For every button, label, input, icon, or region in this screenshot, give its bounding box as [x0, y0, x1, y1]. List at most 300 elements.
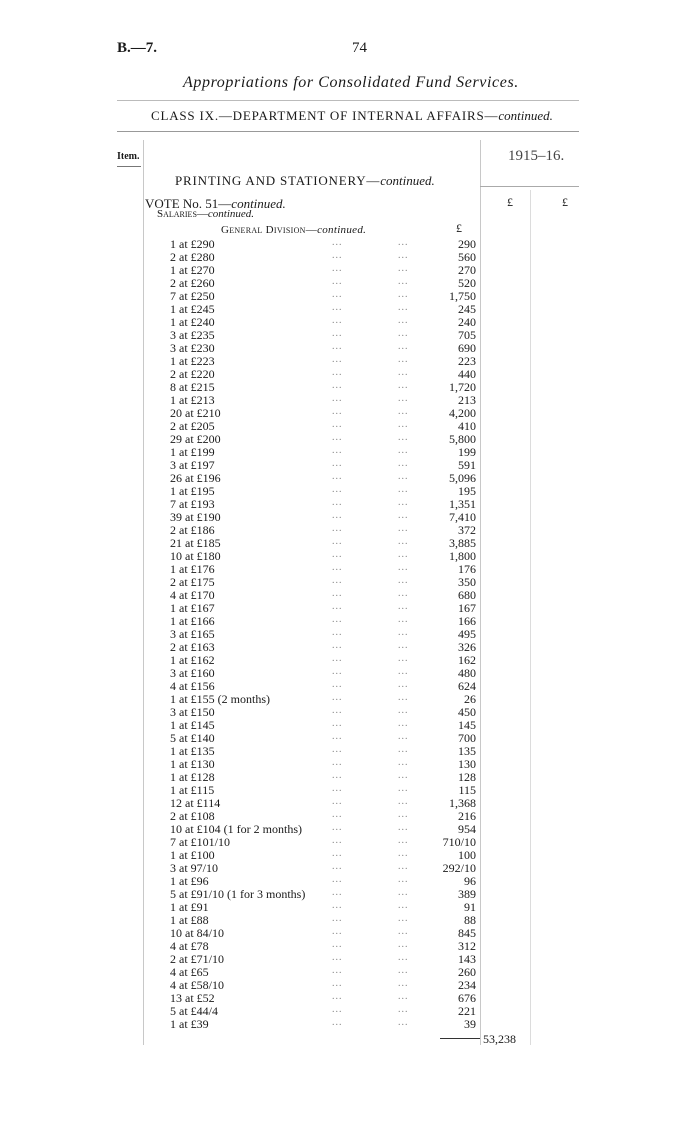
leader-dots: ...	[332, 770, 343, 781]
leader-dots: ...	[398, 653, 409, 664]
table-row	[170, 264, 476, 277]
leader-dots: ...	[332, 315, 343, 326]
leader-dots: ...	[332, 367, 343, 378]
row-amount: 4,200	[449, 406, 476, 420]
leader-dots: ...	[398, 445, 409, 456]
row-description: 1 at £39	[170, 1017, 209, 1031]
row-description: 1 at £223	[170, 354, 215, 368]
row-amount: 450	[458, 705, 476, 719]
row-description: 3 at £160	[170, 666, 215, 680]
row-description: 1 at £176	[170, 562, 215, 576]
leader-dots: ...	[398, 965, 409, 976]
leader-dots: ...	[332, 796, 343, 807]
leader-dots: ...	[398, 718, 409, 729]
leader-dots: ...	[398, 939, 409, 950]
leader-dots: ...	[332, 406, 343, 417]
leader-dots: ...	[398, 757, 409, 768]
leader-dots: ...	[398, 796, 409, 807]
leader-dots: ...	[398, 536, 409, 547]
row-amount: 5,096	[449, 471, 476, 485]
row-amount: 350	[458, 575, 476, 589]
leader-dots: ...	[332, 757, 343, 768]
table-row	[170, 758, 476, 771]
leader-dots: ...	[398, 419, 409, 430]
leader-dots: ...	[398, 263, 409, 274]
leader-dots: ...	[332, 328, 343, 339]
row-amount: 710/10	[442, 835, 476, 849]
leader-dots: ...	[332, 588, 343, 599]
row-amount: 292/10	[442, 861, 476, 875]
leader-dots: ...	[398, 913, 409, 924]
leader-dots: ...	[398, 1017, 409, 1028]
leader-dots: ...	[398, 575, 409, 586]
row-amount: 1,368	[449, 796, 476, 810]
row-description: 1 at £130	[170, 757, 215, 771]
leader-dots: ...	[332, 497, 343, 508]
leader-dots: ...	[398, 237, 409, 248]
leader-dots: ...	[398, 380, 409, 391]
leader-dots: ...	[398, 601, 409, 612]
leader-dots: ...	[398, 250, 409, 261]
table-row	[170, 628, 476, 641]
leader-dots: ...	[332, 874, 343, 885]
row-description: 1 at £195	[170, 484, 215, 498]
leader-dots: ...	[332, 848, 343, 859]
leader-dots: ...	[332, 419, 343, 430]
row-description: 3 at £150	[170, 705, 215, 719]
leader-dots: ...	[398, 848, 409, 859]
leader-dots: ...	[332, 523, 343, 534]
leader-dots: ...	[398, 744, 409, 755]
total-currency-symbol: £	[562, 195, 568, 209]
leader-dots: ...	[398, 289, 409, 300]
row-amount: 290	[458, 237, 476, 251]
leader-dots: ...	[398, 822, 409, 833]
row-description: 1 at £91	[170, 900, 209, 914]
subtotal-column-divider	[530, 190, 531, 1045]
row-amount: 234	[458, 978, 476, 992]
sum-rule	[440, 1038, 480, 1039]
row-amount: 91	[464, 900, 476, 914]
row-description: 29 at £200	[170, 432, 221, 446]
row-description: 12 at £114	[170, 796, 221, 810]
leader-dots: ...	[332, 640, 343, 651]
row-amount: 143	[458, 952, 476, 966]
salaries-heading-continued: continued.	[207, 208, 255, 220]
leader-dots: ...	[398, 393, 409, 404]
leader-dots: ...	[332, 822, 343, 833]
leader-dots: ...	[332, 991, 343, 1002]
leader-dots: ...	[398, 770, 409, 781]
table-row	[170, 511, 476, 524]
amount-column-divider	[480, 140, 481, 1045]
leader-dots: ...	[398, 328, 409, 339]
row-description: 4 at £58/10	[170, 978, 224, 992]
row-amount: 389	[458, 887, 476, 901]
leader-dots: ...	[398, 926, 409, 937]
row-description: 1 at £290	[170, 237, 215, 251]
leader-dots: ...	[398, 549, 409, 560]
leader-dots: ...	[332, 1004, 343, 1015]
year-rule	[480, 186, 579, 187]
leader-dots: ...	[332, 783, 343, 794]
row-description: 3 at £165	[170, 627, 215, 641]
table-row	[170, 862, 476, 875]
row-amount: 96	[464, 874, 476, 888]
item-rule	[117, 166, 141, 167]
row-amount: 676	[458, 991, 476, 1005]
leader-dots: ...	[332, 965, 343, 976]
row-amount: 195	[458, 484, 476, 498]
row-amount: 845	[458, 926, 476, 940]
vote-heading-main: VOTE No. 51—	[145, 196, 232, 211]
leader-dots: ...	[398, 562, 409, 573]
section-heading-main: PRINTING AND STATIONERY—	[175, 173, 381, 188]
row-amount: 199	[458, 445, 476, 459]
leader-dots: ...	[398, 614, 409, 625]
row-description: 2 at £175	[170, 575, 215, 589]
table-row	[170, 550, 476, 563]
leader-dots: ...	[398, 640, 409, 651]
leader-dots: ...	[332, 432, 343, 443]
table-row	[170, 797, 476, 810]
item-column-label: Item.	[117, 151, 140, 162]
leader-dots: ...	[332, 887, 343, 898]
leader-dots: ...	[398, 809, 409, 820]
leader-dots: ...	[332, 458, 343, 469]
row-description: 7 at £250	[170, 289, 215, 303]
item-column-divider	[143, 140, 144, 1045]
row-amount: 270	[458, 263, 476, 277]
table-row	[170, 745, 476, 758]
row-amount: 135	[458, 744, 476, 758]
leader-dots: ...	[398, 432, 409, 443]
leader-dots: ...	[332, 861, 343, 872]
table-row	[170, 836, 476, 849]
row-amount: 145	[458, 718, 476, 732]
table-row	[170, 641, 476, 654]
row-description: 5 at £140	[170, 731, 215, 745]
leader-dots: ...	[332, 705, 343, 716]
leader-dots: ...	[398, 835, 409, 846]
row-amount: 440	[458, 367, 476, 381]
row-description: 2 at £280	[170, 250, 215, 264]
table-row	[170, 576, 476, 589]
page-number: 74	[352, 40, 367, 56]
leader-dots: ...	[332, 731, 343, 742]
leader-dots: ...	[398, 510, 409, 521]
leader-dots: ...	[398, 484, 409, 495]
leader-dots: ...	[398, 523, 409, 534]
row-amount: 7,410	[449, 510, 476, 524]
class-rule	[117, 131, 579, 132]
row-description: 26 at £196	[170, 471, 221, 485]
row-description: 1 at £135	[170, 744, 215, 758]
table-row	[170, 1018, 476, 1031]
row-amount: 5,800	[449, 432, 476, 446]
row-description: 1 at £155 (2 months)	[170, 692, 270, 706]
row-amount: 705	[458, 328, 476, 342]
salary-rows	[170, 238, 476, 1031]
leader-dots: ...	[398, 900, 409, 911]
row-description: 3 at £230	[170, 341, 215, 355]
leader-dots: ...	[332, 276, 343, 287]
leader-dots: ...	[398, 783, 409, 794]
row-description: 7 at £101/10	[170, 835, 230, 849]
table-row	[170, 654, 476, 667]
leader-dots: ...	[398, 302, 409, 313]
row-description: 1 at £199	[170, 445, 215, 459]
leader-dots: ...	[398, 367, 409, 378]
row-description: 5 at £91/10 (1 for 3 months)	[170, 887, 306, 901]
leader-dots: ...	[332, 562, 343, 573]
row-description: 1 at £245	[170, 302, 215, 316]
row-amount: 39	[464, 1017, 476, 1031]
leader-dots: ...	[332, 744, 343, 755]
table-row	[170, 485, 476, 498]
leader-dots: ...	[332, 653, 343, 664]
row-description: 2 at £220	[170, 367, 215, 381]
leader-dots: ...	[398, 692, 409, 703]
row-amount: 166	[458, 614, 476, 628]
leader-dots: ...	[398, 276, 409, 287]
row-description: 1 at £270	[170, 263, 215, 277]
leader-dots: ...	[332, 692, 343, 703]
table-row	[170, 563, 476, 576]
table-row	[170, 446, 476, 459]
table-row	[170, 602, 476, 615]
row-amount: 680	[458, 588, 476, 602]
row-description: 13 at £52	[170, 991, 215, 1005]
leader-dots: ...	[398, 679, 409, 690]
leader-dots: ...	[332, 354, 343, 365]
leader-dots: ...	[332, 913, 343, 924]
page-title: Appropriations for Consolidated Fund Services.	[183, 74, 519, 91]
section-heading-continued: continued.	[380, 173, 435, 188]
leader-dots: ...	[332, 510, 343, 521]
leader-dots: ...	[398, 588, 409, 599]
row-amount: 100	[458, 848, 476, 862]
row-description: 3 at 97/10	[170, 861, 218, 875]
division-heading-main: General Division—	[221, 224, 318, 236]
leader-dots: ...	[332, 380, 343, 391]
row-description: 2 at £108	[170, 809, 215, 823]
leader-dots: ...	[332, 250, 343, 261]
table-row	[170, 303, 476, 316]
row-description: 4 at £65	[170, 965, 209, 979]
row-description: 1 at £162	[170, 653, 215, 667]
row-amount: 495	[458, 627, 476, 641]
table-row	[170, 381, 476, 394]
row-description: 10 at £104 (1 for 2 months)	[170, 822, 302, 836]
leader-dots: ...	[398, 458, 409, 469]
salaries-heading	[157, 208, 254, 220]
row-amount: 115	[458, 783, 476, 797]
row-description: 10 at £180	[170, 549, 221, 563]
row-description: 1 at £96	[170, 874, 209, 888]
leader-dots: ...	[332, 341, 343, 352]
table-row	[170, 927, 476, 940]
leader-dots: ...	[332, 614, 343, 625]
row-amount: 954	[458, 822, 476, 836]
row-amount: 1,720	[449, 380, 476, 394]
leader-dots: ...	[398, 666, 409, 677]
leader-dots: ...	[332, 1017, 343, 1028]
row-amount: 700	[458, 731, 476, 745]
table-row	[170, 368, 476, 381]
document-reference: B.—7.	[117, 40, 158, 56]
leader-dots: ...	[332, 601, 343, 612]
vote-heading-continued: continued.	[231, 196, 286, 211]
vote-total: 53,238	[483, 1032, 516, 1046]
row-description: 1 at £166	[170, 614, 215, 628]
row-description: 21 at £185	[170, 536, 221, 550]
row-description: 2 at £71/10	[170, 952, 224, 966]
row-amount: 240	[458, 315, 476, 329]
row-description: 1 at £100	[170, 848, 215, 862]
leader-dots: ...	[332, 393, 343, 404]
table-row	[170, 277, 476, 290]
leader-dots: ...	[332, 627, 343, 638]
row-description: 8 at £215	[170, 380, 215, 394]
row-description: 5 at £44/4	[170, 1004, 218, 1018]
leader-dots: ...	[332, 263, 343, 274]
division-heading-continued: continued.	[317, 224, 367, 236]
table-row	[170, 355, 476, 368]
salaries-heading-main: Salaries—	[157, 208, 208, 220]
leader-dots: ...	[398, 471, 409, 482]
table-row	[170, 771, 476, 784]
row-amount: 3,885	[449, 536, 476, 550]
leader-dots: ...	[398, 341, 409, 352]
class-heading-main: CLASS IX.—DEPARTMENT OF INTERNAL AFFAIRS—	[151, 108, 499, 123]
leader-dots: ...	[398, 861, 409, 872]
row-amount: 624	[458, 679, 476, 693]
row-amount: 260	[458, 965, 476, 979]
table-row	[170, 615, 476, 628]
table-row	[170, 901, 476, 914]
leader-dots: ...	[398, 1004, 409, 1015]
row-description: 2 at £163	[170, 640, 215, 654]
leader-dots: ...	[332, 835, 343, 846]
row-amount: 26	[464, 692, 476, 706]
row-amount: 223	[458, 354, 476, 368]
row-description: 1 at £167	[170, 601, 215, 615]
leader-dots: ...	[398, 952, 409, 963]
row-amount: 520	[458, 276, 476, 290]
leader-dots: ...	[332, 237, 343, 248]
leader-dots: ...	[332, 549, 343, 560]
row-description: 1 at £88	[170, 913, 209, 927]
row-amount: 1,351	[449, 497, 476, 511]
table-row	[170, 693, 476, 706]
year-heading: 1915–16.	[508, 148, 565, 164]
leader-dots: ...	[398, 315, 409, 326]
leader-dots: ...	[398, 705, 409, 716]
row-amount: 128	[458, 770, 476, 784]
leader-dots: ...	[398, 627, 409, 638]
row-amount: 326	[458, 640, 476, 654]
row-description: 4 at £78	[170, 939, 209, 953]
row-amount: 1,750	[449, 289, 476, 303]
leader-dots: ...	[332, 926, 343, 937]
row-description: 2 at £186	[170, 523, 215, 537]
row-amount: 480	[458, 666, 476, 680]
leader-dots: ...	[332, 536, 343, 547]
row-description: 1 at £213	[170, 393, 215, 407]
row-amount: 176	[458, 562, 476, 576]
leader-dots: ...	[398, 731, 409, 742]
leader-dots: ...	[332, 809, 343, 820]
row-amount: 162	[458, 653, 476, 667]
class-heading	[151, 108, 553, 124]
row-amount: 560	[458, 250, 476, 264]
leader-dots: ...	[332, 718, 343, 729]
leader-dots: ...	[332, 445, 343, 456]
leader-dots: ...	[398, 497, 409, 508]
row-description: 2 at £260	[170, 276, 215, 290]
row-amount: 213	[458, 393, 476, 407]
row-description: 2 at £205	[170, 419, 215, 433]
row-description: 1 at £115	[170, 783, 215, 797]
row-description: 4 at £156	[170, 679, 215, 693]
table-row	[170, 667, 476, 680]
leader-dots: ...	[398, 874, 409, 885]
leader-dots: ...	[332, 302, 343, 313]
table-row	[170, 342, 476, 355]
class-heading-continued: continued.	[498, 108, 553, 123]
row-amount: 216	[458, 809, 476, 823]
row-amount: 372	[458, 523, 476, 537]
row-description: 3 at £197	[170, 458, 215, 472]
table-row	[170, 706, 476, 719]
table-row	[170, 407, 476, 420]
row-amount: 591	[458, 458, 476, 472]
row-description: 4 at £170	[170, 588, 215, 602]
leader-dots: ...	[332, 679, 343, 690]
table-row	[170, 238, 476, 251]
leader-dots: ...	[332, 900, 343, 911]
table-row	[170, 589, 476, 602]
row-amount: 167	[458, 601, 476, 615]
row-description: 1 at £128	[170, 770, 215, 784]
leader-dots: ...	[398, 991, 409, 1002]
leader-dots: ...	[332, 978, 343, 989]
table-row	[170, 251, 476, 264]
row-amount: 312	[458, 939, 476, 953]
row-amount: 130	[458, 757, 476, 771]
row-amount: 221	[458, 1004, 476, 1018]
row-description: 1 at £240	[170, 315, 215, 329]
leader-dots: ...	[398, 406, 409, 417]
row-description: 39 at £190	[170, 510, 221, 524]
leader-dots: ...	[332, 575, 343, 586]
row-amount: 245	[458, 302, 476, 316]
amount-currency-symbol: £	[456, 221, 462, 235]
row-description: 20 at £210	[170, 406, 221, 420]
row-amount: 88	[464, 913, 476, 927]
table-row	[170, 888, 476, 901]
table-row	[170, 1005, 476, 1018]
table-row	[170, 316, 476, 329]
table-row	[170, 433, 476, 446]
subtotal-currency-symbol: £	[507, 195, 513, 209]
row-amount: 410	[458, 419, 476, 433]
table-row	[170, 953, 476, 966]
leader-dots: ...	[398, 887, 409, 898]
row-amount: 690	[458, 341, 476, 355]
row-amount: 1,800	[449, 549, 476, 563]
